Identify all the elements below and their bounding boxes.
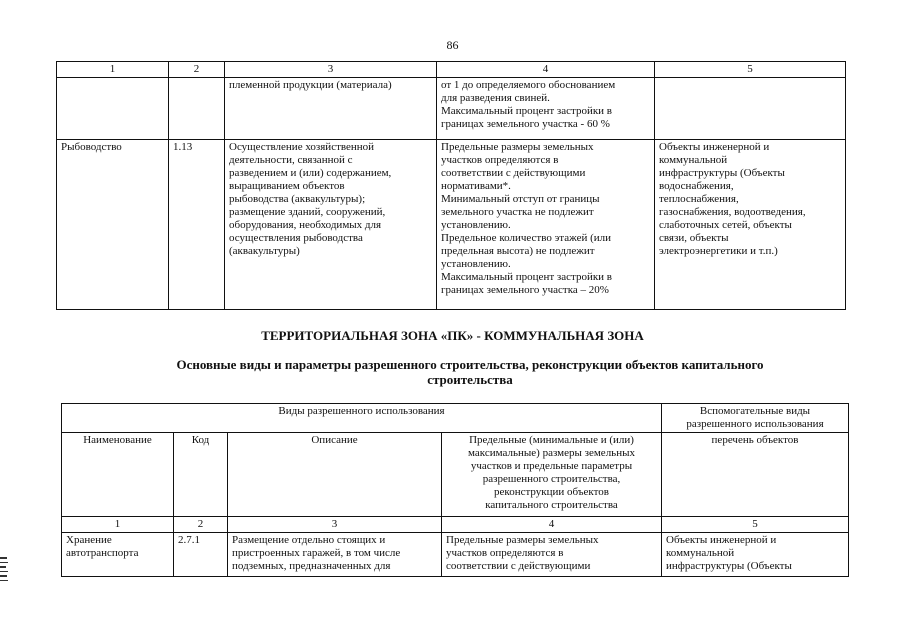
table-row <box>57 140 846 310</box>
aux-header: Вспомогательные виды разрешенного использования <box>662 404 849 433</box>
table-row <box>62 533 849 577</box>
uses-table <box>61 403 849 577</box>
uses-table-continued <box>56 61 846 310</box>
section-subtitle: Основные виды и параметры разрешенного строительства, реконструкции объектов капитального строительства <box>176 357 764 387</box>
group-header-row <box>62 404 849 433</box>
col-number-3: 3 <box>225 62 437 78</box>
zone-title: ТЕРРИТОРИАЛЬНАЯ ЗОНА «ПК» - КОММУНАЛЬНАЯ ЗОНА <box>261 328 644 343</box>
col-header-code: Код <box>174 433 228 517</box>
column-header-row <box>62 433 849 517</box>
group-header: Виды разрешенного использования <box>62 404 662 433</box>
use-name: Рыбоводство <box>57 140 169 310</box>
use-code: 1.13 <box>169 140 225 310</box>
use-name <box>57 78 169 140</box>
use-aux-objects: Объекты инженерной и коммунальной инфраструктуры (Объекты водоснабжения, теплоснабжения, газоснабжения, водоотведения, слаботочных сетей, объекты связи, объекты электроэнергетики и т.п.) <box>655 140 846 310</box>
col-number-1: 1 <box>62 517 174 533</box>
use-description: Осуществление хозяйственной деятельности, связанной с разведением и (или) содержанием, выращиванием объектов рыбоводства (аквакультуры); размещение зданий, сооружений, оборудования, необходимых для осуществления рыбоводства (аквакультуры) <box>225 140 437 310</box>
col-number-4: 4 <box>437 62 655 78</box>
use-code: 2.7.1 <box>174 533 228 577</box>
col-header-description: Описание <box>228 433 442 517</box>
table-row <box>57 78 846 140</box>
use-params: Предельные размеры земельных участков определяются в соответствии с действующими нормативами*. Минимальный отступ от границы земельного участка не подлежит установлению. Предельное количество этажей (или предельная высота) не подлежит установлению. Максимальный процент застройки в границах земельного участка – 20% <box>437 140 655 310</box>
scan-edge-marks <box>0 555 9 585</box>
col-number-5: 5 <box>662 517 849 533</box>
column-number-row <box>57 62 846 78</box>
col-header-params: Предельные (минимальные и (или) максимальные) размеры земельных участков и предельные параметры разрешенного строительства, реконструкции объектов капитального строительства <box>442 433 662 517</box>
use-description: племенной продукции (материала) <box>225 78 437 140</box>
col-number-3: 3 <box>228 517 442 533</box>
col-number-2: 2 <box>174 517 228 533</box>
use-params: от 1 до определяемого обоснованием для разведения свиней. Максимальный процент застройки в границах земельного участка - 60 % <box>437 78 655 140</box>
col-header-name: Наименование <box>62 433 174 517</box>
col-number-1: 1 <box>57 62 169 78</box>
use-description: Размещение отдельно стоящих и пристроенных гаражей, в том числе подземных, предназначенных для <box>228 533 442 577</box>
col-number-2: 2 <box>169 62 225 78</box>
page-number: 86 <box>446 38 459 52</box>
col-header-aux: перечень объектов <box>662 433 849 517</box>
use-params: Предельные размеры земельных участков определяются в соответствии с действующими <box>442 533 662 577</box>
col-number-5: 5 <box>655 62 846 78</box>
use-name: Хранение автотранспорта <box>62 533 174 577</box>
col-number-4: 4 <box>442 517 662 533</box>
use-aux-objects <box>655 78 846 140</box>
use-aux-objects: Объекты инженерной и коммунальной инфраструктуры (Объекты <box>662 533 849 577</box>
use-code <box>169 78 225 140</box>
column-number-row <box>62 517 849 533</box>
